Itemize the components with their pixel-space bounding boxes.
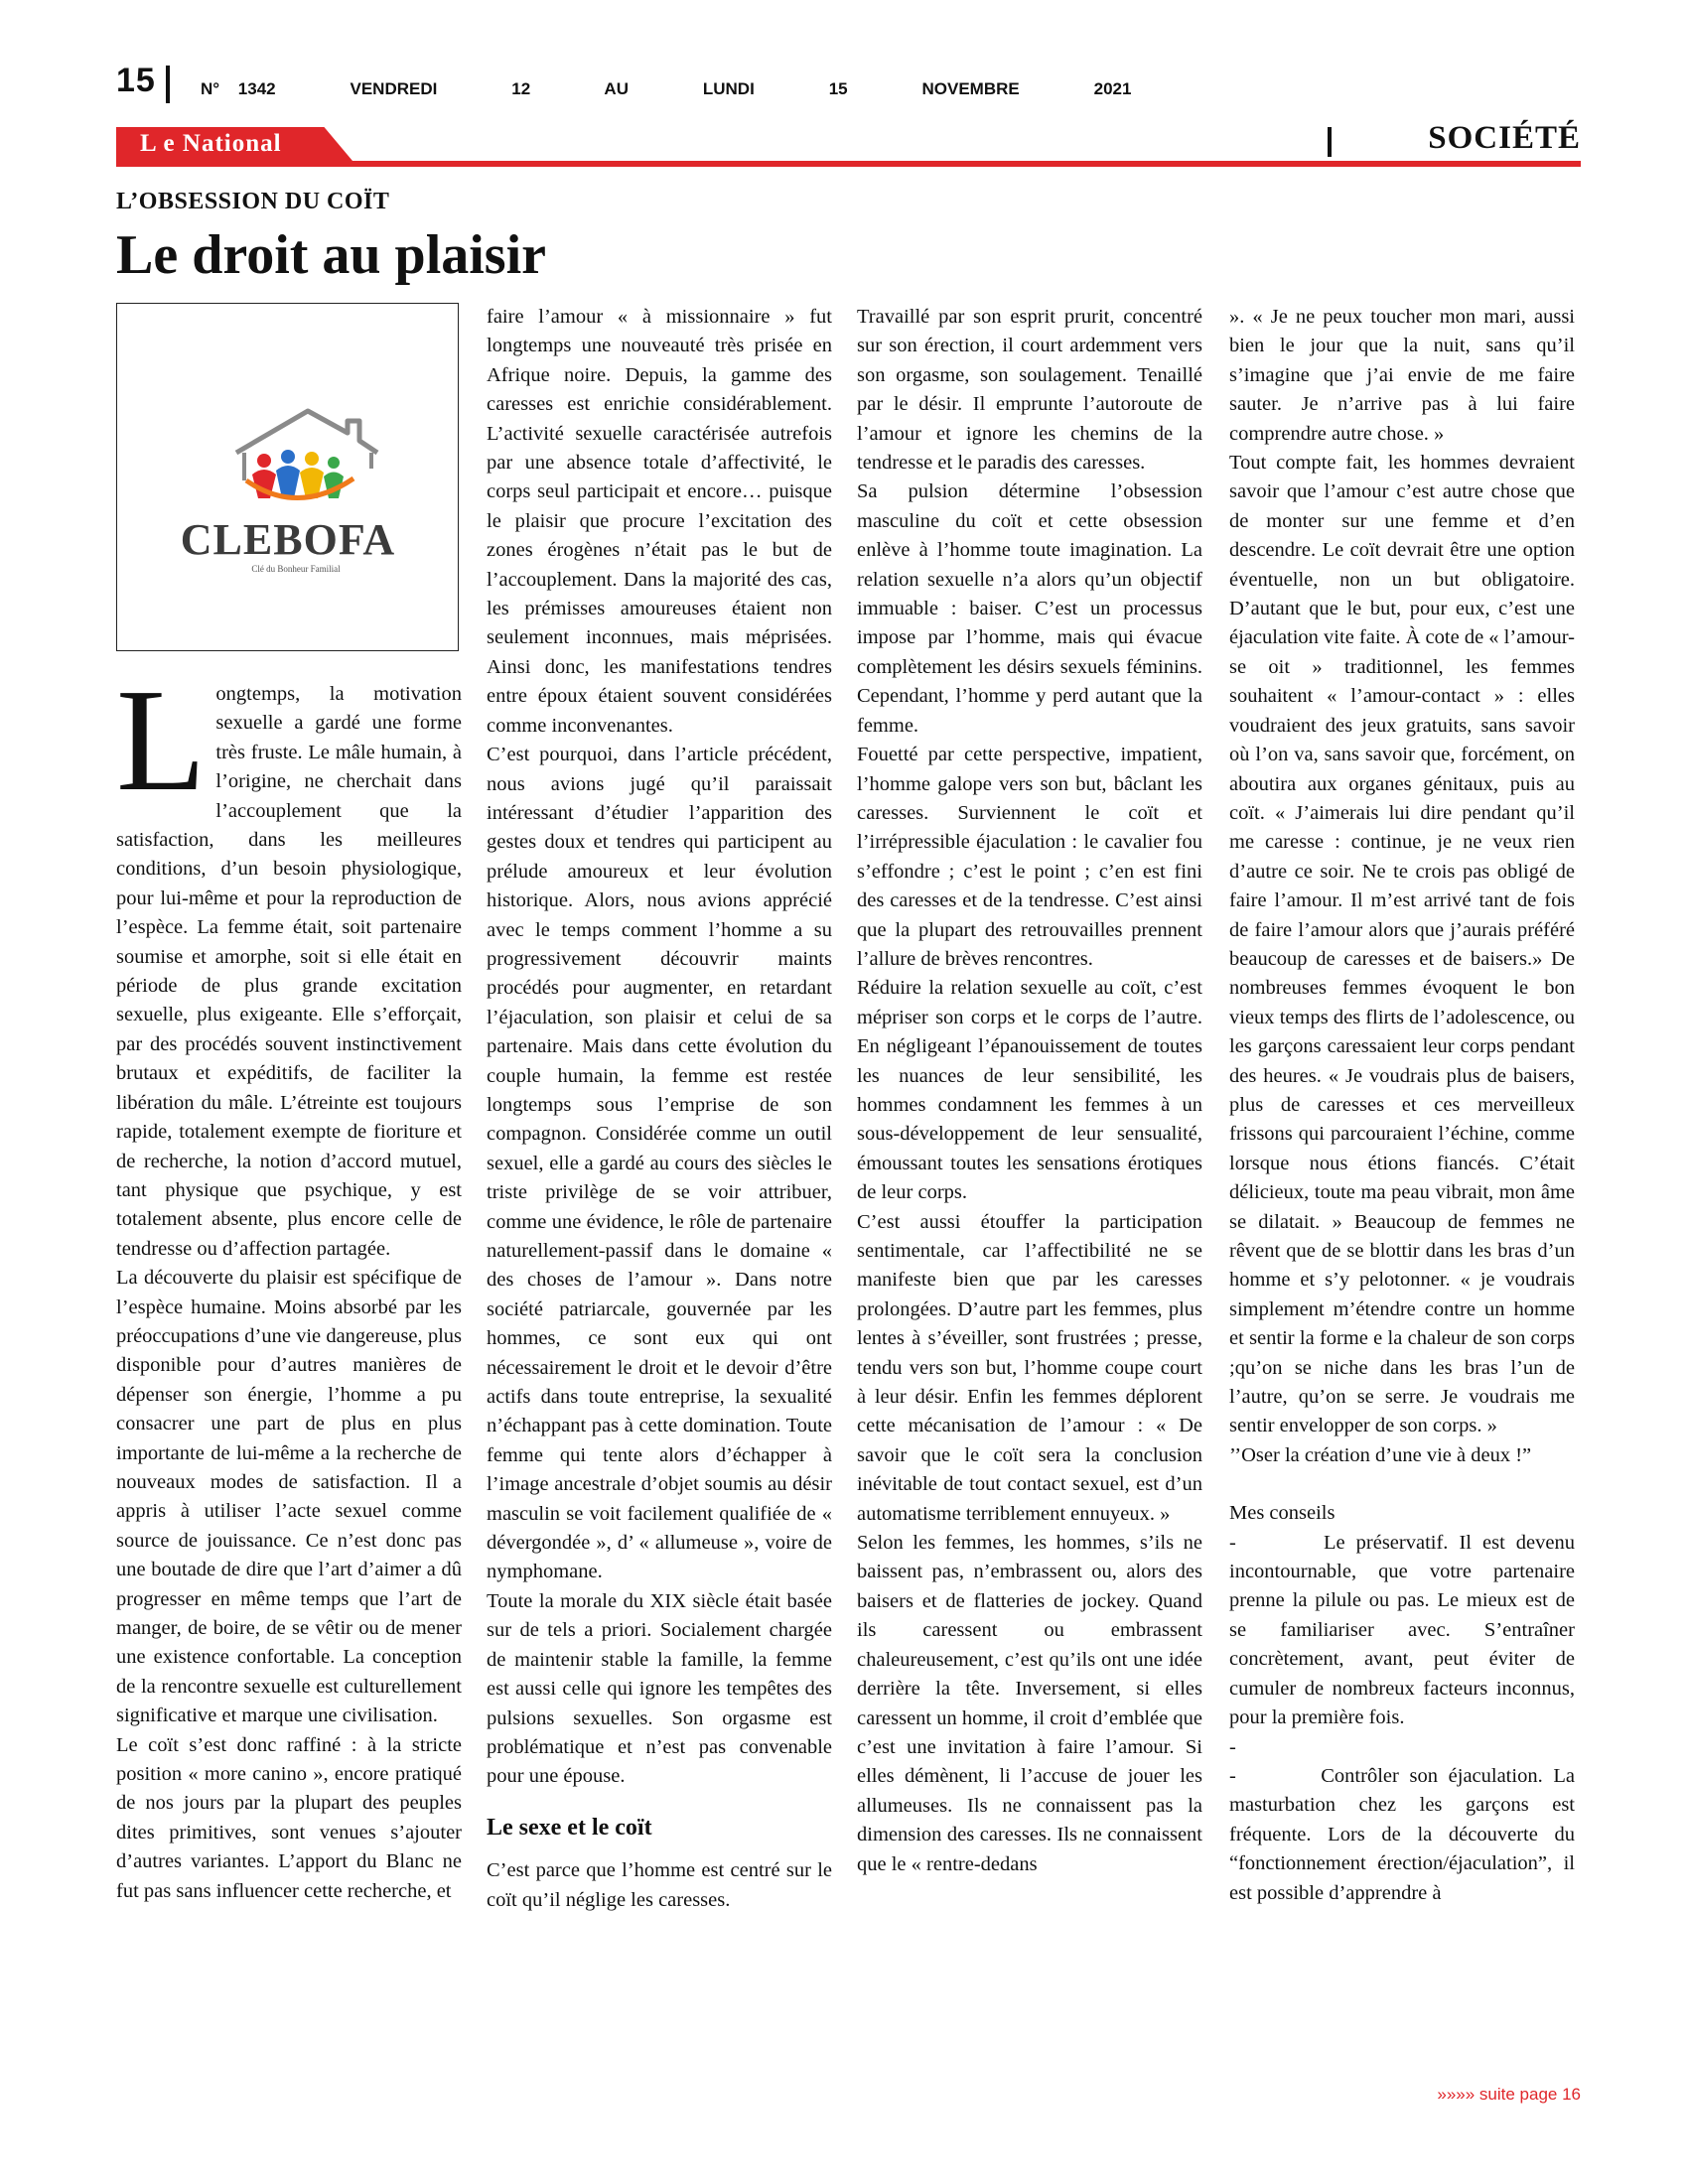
drop-cap: L xyxy=(116,659,207,822)
paragraph-15: Tout compte fait, les hommes devraient savoir que l’amour c’est autre chose que de monter sur une femme et d’en descendre. Le coït devrait être une option éventuelle, non un but obligatoire. D’autant que le but, pour eux, c’est une éjaculation vite faite. À cote de « l’amour-se oit » traditionnel, les femmes souhaitent « l’amour-contact » : elles voudraient des jeux gratuits, sans savoir où l’on va, sans savoir que, forcément, on aboutira aux organes génitaux, puis au coït. « J’aimerais lui dire pendant qu’il me caresse : continue, je ne veux rien d’autre ce soir. Ne te crois pas obligé de faire l’amour. Il m’est arrivé tant de fois de faire l’amour alors que j’aurais préféré beaucoup de caresses et de baisers.» De nombreuses femmes évoquent le bon vieux temps des flirts de l’adolescence, ou les garçons caressaient leur corps pendant des heures. « Je voudrais plus de baisers, plus de caresses et ces merveilleux frissons qui parcouraient l’échine, comme lorsque nous étions fiancés. C’était délicieux, toute ma peau vibrait, mon âme se dilatait. » Beaucoup de femmes ne rêvent que de se blottir dans les bras d’un homme et s’y pelotonner. « je voudrais simplement m’étendre contre un homme et sentir la forme e la chaleur de son corps ;qu’on se niche dans les bras l’un de l’autre, qu’on se serre. Je voudrais me sentir envelopper de son corps. » xyxy=(1229,452,1575,1437)
advice-title: Mes conseils xyxy=(1229,1502,1336,1525)
article-column-3 xyxy=(857,303,1202,1879)
paragraph-3: Le coït s’est donc raffiné : à la stricte position « more canino », encore pratiqué de nos jours par la plupart des peuples dites primitives, sont venues s’ajouter d’autres variantes. L’apport du Blanc ne fut pas sans influencer cette recherche, et xyxy=(116,1733,462,1902)
brand-name: L e National xyxy=(140,130,282,157)
section-label: SOCIÉTÉ xyxy=(1428,120,1581,156)
masthead-rule xyxy=(116,161,1581,167)
article-column-2 xyxy=(487,303,832,1915)
article-title: Le droit au plaisir xyxy=(116,224,547,286)
clebofa-logo xyxy=(117,304,460,652)
paragraph-7: C’est parce que l’homme est centré sur le coït qu’il néglige les caresses. xyxy=(487,1859,832,1911)
logo-name: CLEBOFA xyxy=(180,515,396,564)
article-column-4 xyxy=(1229,303,1575,1908)
paragraph-10: Fouetté par cette perspective, impatient, l’homme galope vers son but, bâclant les caresses. Surviennent le coït et l’irrépressible éjaculation : le cavalier fou s’effondre ; c’est le point ; c’en est fini des caresses et de la tendresse. C’est ainsi que la plupart des retrouvailles prennent l’allure de brèves rencontres. xyxy=(857,744,1202,970)
paragraph-6: Toute la morale du XIX siècle était basée sur de tels a priori. Socialement chargée de maintenir stable la famille, la femme est aussi celle qui ignore les tempêtes des pulsions sexuelles. Son orgasme est problématique et n’est pas convenable pour une épouse. xyxy=(487,1589,832,1788)
clebofa-logo-box xyxy=(116,303,459,651)
issue-date-line: N° 1342 VENDREDI 12 AU LUNDI 15 NOVEMBRE 2021 xyxy=(201,79,1132,98)
article-column-1 xyxy=(116,659,462,1906)
paragraph-12: C’est aussi étouffer la participation sentimentale, car l’affectibilité ne se manifeste bien que par les caresses prolongées. D’autre part les femmes, plus lentes à s’éveiller, sont frustrées ; presse, tendu vers son but, l’homme coupe court à leur désir. Enfin les femmes déplorent cette mécanisation de l’amour : « De savoir que le coït sera la conclusion inévitable de tout contact sexuel, est d’un automatisme terriblement ennuyeux. » xyxy=(857,1210,1202,1525)
advice-item-1: - Le préservatif. Il est devenu incontournable, que votre partenaire prenne la pilule ou pas. Le mieux est de se familiariser avec. S’entraîner concrètement, avant, peut éviter de cumuler de nombreux facteurs inconnus, pour la première fois. xyxy=(1229,1531,1575,1729)
paragraph-4: faire l’amour « à missionnaire » fut longtemps une nouveauté très prisée en Afrique noire. Depuis, la gamme des caresses est enrichie considérablement. L’activité sexuelle caractérisée autrefois par une absence totale d’affectivité, le corps seul participait et encore… puisque le plaisir que procure l’excitation des zones érogènes n’était pas le but de l’accouplement. Dans la majorité des cas, les prémisses amoureuses étaient non seulement inconnues, mais méprisées. Ainsi donc, les manifestations tendres entre époux étaient souvent considérées comme inconvenantes. xyxy=(487,306,832,737)
page-number: 15 xyxy=(116,62,156,99)
paragraph-13: Selon les femmes, les hommes, s’ils ne baissent pas, n’embrassent ou, alors des baisers et de flatteries de jockey. Quand ils caressent ou embrassent chaleureusement, c’est qu’ils ont une idée derrière la tête. Inversement, si elles caressent un homme, il croit d’emblée que c’est une invitation à faire l’amour. Si elles démènent, li l’accuse de jouer les allumeuses. Ils ne connaissent pas la dimension des caresses. Ils ne connaissent que le « rentre-dedans xyxy=(857,1532,1202,1875)
family-figures-icon xyxy=(246,450,353,498)
paragraph-14: ». « Je ne peux toucher mon mari, aussi bien le jour que la nuit, sans qu’il s’imagine que j’ai envie de me faire sauter. Je n’arrive pas à lui faire comprendre autre chose. » xyxy=(1229,306,1575,445)
logo-tagline: Clé du Bonheur Familial xyxy=(251,564,341,574)
paragraph-9: Sa pulsion détermine l’obsession masculine du coït et cette obsession enlève à l’homme toute imagination. La relation sexuelle n’a alors qu’un objectif immuable : baiser. C’est un processus impose par l’homme, mais qui évacue complètement les désirs sexuels féminins. Cependant, l’homme y perd autant que la femme. xyxy=(857,480,1202,737)
paragraph-2: La découverte du plaisir est spécifique de l’espèce humaine. Moins absorbé par les préoccupations d’une vie dangereuse, plus disponible pour d’autres manières de dépenser son énergie, l’homme a pu consacrer une part de plus en plus importante de lui-même a la recherche de nouveaux modes de satisfaction. Il a appris à utiliser l’acte sexuel comme source de jouissance. Ce n’est donc pas une boutade de dire que l’art d’aimer a dû progresser en même temps que l’art de manger, de boire, de se vêtir ou de mener une existence confortable. La conception de la rencontre sexuelle est culturellement significative et marque une civilisation. xyxy=(116,1267,462,1727)
house-roof-icon xyxy=(236,411,377,453)
subheading: Le sexe et le coït xyxy=(487,1814,652,1841)
paragraph-1: Longtemps, la motivation sexuelle a gardé une forme très fruste. Le mâle humain, à l’origine, ne cherchait dans l’accouplement que la satisfaction, dans les meilleures conditions, d’un besoin physiologique, pour lui-même et pour la reproduction de l’espèce. La femme était, soit partenaire soumise et amorphe, soit si elle était en période de plus grande excitation sexuelle, plus exigeante. Elle s’efforçait, par des procédés souvent instinctivement brutaux et expéditifs, de faciliter la libération du mâle. L’étreinte est toujours rapide, totalement exempte de fioriture et de recherche, la notion d’accord mutuel, tant physique que psychique, y est totalement absente, plus encore celle de tendresse ou d’affection partagée. xyxy=(116,659,462,1260)
article-kicker: L’OBSESSION DU COÏT xyxy=(116,189,390,214)
paragraph-5: C’est pourquoi, dans l’article précédent, nous avions jugé qu’il paraissait intéressant d’étudier l’apparition des gestes doux et tendres qui participent au prélude amoureux et leur évolution historique. Alors, nous avions apprécié avec le temps comment l’homme a su progressivement découvrir maints procédés pour augmenter, en retardant l’éjaculation, son plaisir et celui de sa partenaire. Mais dans cette évolution du couple humain, la femme est restée longtemps sous l’emprise de son compagnon. Considérée comme un outil sexuel, elle a gardé au cours des siècles le triste privilège de se voir attribuer, comme une évidence, le rôle de partenaire naturellement-passif dans le domaine « des choses de l’amour ». Dans notre société patriarcale, gouvernée par les hommes, ce sont eux qui ont nécessairement le droit et le devoir d’être actifs dans toute entreprise, la sexualité n’échappant pas à cette domination. Toute femme qui tente alors d’échapper à l’image ancestrale d’objet soumis au désir masculin se voit facilement qualifiée de « dévergondée », d’ « allumeuse », voire de nymphomane. xyxy=(487,744,832,1583)
paragraph-11: Réduire la relation sexuelle au coït, c’est mépriser son corps et le corps de l’autre. En négligeant l’épanouissement de toutes les nuances de leur sensibilité, les hommes condamnent les femmes à un sous-développement de leur sensualité, émoussant toutes les sensations érotiques de leur corps. xyxy=(857,977,1202,1204)
advice-item-2: - xyxy=(1229,1735,1236,1758)
page-number-divider xyxy=(166,66,170,103)
paragraph-8: Travaillé par son esprit prurit, concentré sur son érection, il court ardemment vers son orgasme, son soulagement. Tenaillé par le désir. Il emprunte l’autoroute de l’amour et ignore les chemins de la tendresse et le paradis des caresses. xyxy=(857,306,1202,475)
continued-on-page-link[interactable]: »»»» suite page 16 xyxy=(1437,2085,1581,2104)
page-header xyxy=(116,62,1581,109)
paragraph-16: ’’Oser la création d’une vie à deux !” xyxy=(1229,1443,1532,1466)
section-divider xyxy=(1328,127,1332,157)
advice-item-3: - Contrôler son éjaculation. La masturbation chez les garçons est fréquente. Lors de la découverte du “fonctionnement érection/éjaculation”, il est possible d’apprendre à xyxy=(1229,1764,1575,1904)
masthead-bar xyxy=(116,120,1581,168)
spacer xyxy=(1229,1470,1575,1499)
